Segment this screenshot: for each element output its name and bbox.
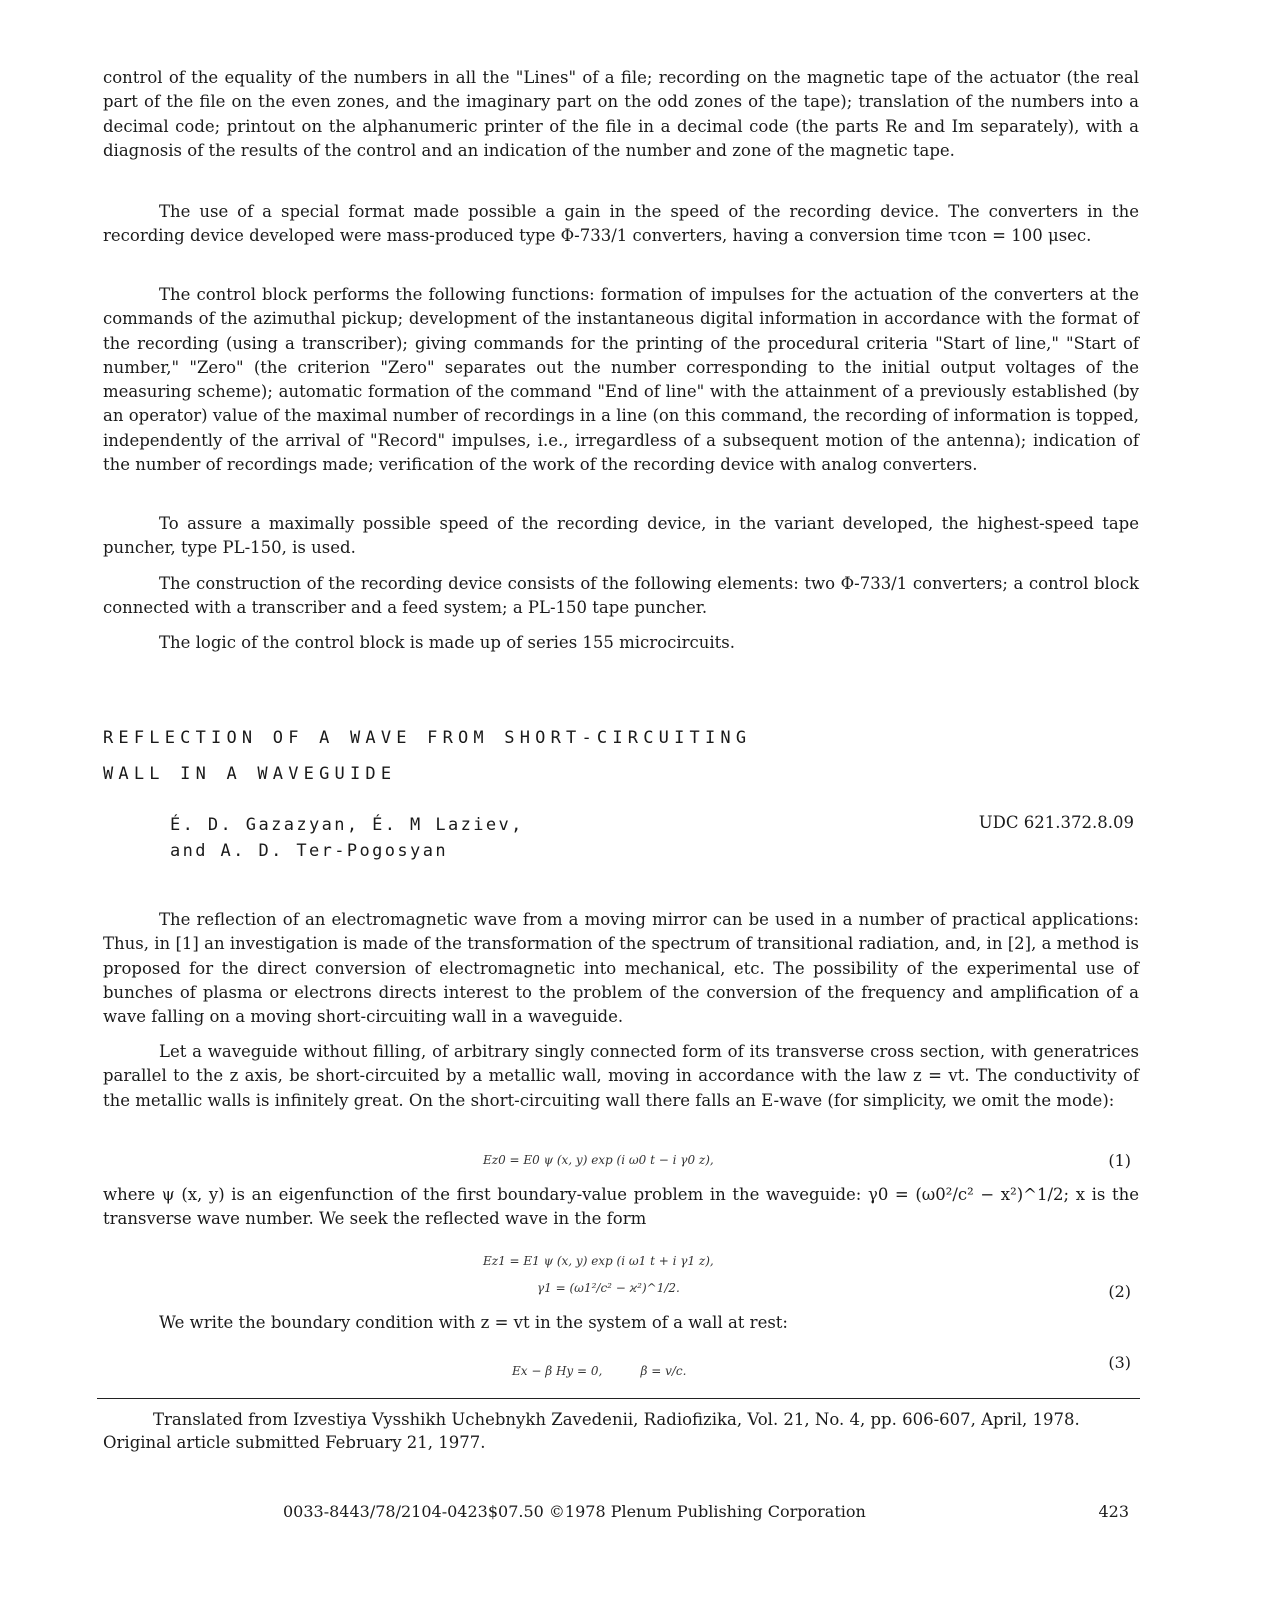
- equation-2-number: (2): [1108, 1282, 1131, 1301]
- paragraph-tape-puncher: To assure a maximally possible speed of the recording device, in the variant developed, the highest-speed tape puncher, type PL-150, is used.: [103, 514, 1139, 558]
- equation-2-line-2: γ1 = (ω1²/c² − ϰ²)^1/2.: [537, 1281, 680, 1295]
- paragraph-boundary-condition: We write the boundary condition with z = vt in the system of a wall at rest:: [159, 1313, 788, 1332]
- paragraph-eigenfunction: where ψ (x, y) is an eigenfunction of the first boundary-value problem in the waveguide: γ0 = (ω0²/c² − x²)^1/2; x is the transverse wave number. We seek the reflected wave in the form: [103, 1185, 1139, 1229]
- equation-1: Ez0 = E0 ψ (x, y) exp (i ω0 t − i γ0 z),: [483, 1153, 714, 1167]
- paragraph-waveguide-setup: Let a waveguide without filling, of arbitrary singly connected form of its transverse cross section, with generatrices parallel to the z axis, be short-circuited by a metallic wall, moving in accordance with the law z = vt. The conductivity of the metallic walls is infinitely great. On the short-circuiting wall there falls an E-wave (for simplicity, we omit the mode):: [103, 1042, 1139, 1110]
- authors-line-2: and A. D. Ter-Pogosyan: [170, 841, 448, 861]
- paragraph-intro: The reflection of an electromagnetic wave from a moving mirror can be used in a number of practical applications: Thus, in [1] an investigation is made of the transformation of the spectrum of transitional radiation, and, in [2], a method is proposed for the direct conversion of electromagnetic into mechanical, etc. The possibility of the experimental use of bunches of plasma or electrons directs interest to the problem of the conversion of the frequency and amplification of a wave falling on a moving short-circuiting wall in a waveguide.: [103, 910, 1139, 1027]
- paragraph-logic: The logic of the control block is made up of series 155 microcircuits.: [159, 633, 736, 652]
- paragraph-construction: The construction of the recording device consists of the following elements: two Φ-733/1 converters; a control block connected with a transcriber and a feed system; a PL-150 tape puncher.: [103, 574, 1139, 618]
- udc-code: UDC 621.372.8.09: [978, 813, 1134, 832]
- equation-1-number: (1): [1108, 1151, 1131, 1170]
- article-title-line-1: REFLECTION OF A WAVE FROM SHORT-CIRCUITING: [103, 728, 752, 748]
- authors-line-1: É. D. Gazazyan, É. M Laziev,: [170, 815, 524, 835]
- paragraph-special-format: The use of a special format made possible a gain in the speed of the recording device. The converters in the recording device developed were mass-produced type Φ-733/1 converters, having a conversion time τcon = 100 μsec.: [103, 202, 1139, 246]
- equation-2-line-1: Ez1 = E1 ψ (x, y) exp (i ω1 t + i γ1 z),: [483, 1254, 714, 1268]
- copyright-line: 0033-8443/78/2104-0423$07.50 ©1978 Plenum Publishing Corporation: [283, 1502, 866, 1521]
- page-number: 423: [1098, 1502, 1129, 1521]
- equation-3-number: (3): [1108, 1353, 1131, 1372]
- translation-footnote: Translated from Izvestiya Vysshikh Uchebnykh Zavedenii, Radiofizika, Vol. 21, No. 4, pp. 606-607, April, 1978. Original article submitted February 21, 1977.: [103, 1410, 1080, 1452]
- paragraph-control-list: control of the equality of the numbers in all the "Lines" of a file; recording on the magnetic tape of the actuator (the real part of the file on the even zones, and the imaginary part on the odd zones of the tape); translation of the numbers into a decimal code; printout on the alphanumeric printer of the file in a decimal code (the parts Re and Im separately), with a diagnosis of the results of the control and an indication of the number and zone of the magnetic tape.: [103, 68, 1139, 160]
- article-authors: [170, 812, 524, 864]
- paragraph-control-block-functions: The control block performs the following functions: formation of impulses for the actuation of the converters at the commands of the azimuthal pickup; development of the instantaneous digital information in accordance with the format of the recording (using a transcriber); giving commands for the printing of the procedural criteria "Start of line," "Start of number," "Zero" (the criterion "Zero" separates out the number corresponding to the initial output voltages of the measuring scheme); automatic formation of the command "End of line" with the attainment of a previously established (by an operator) value of the maximal number of recordings in a line (on this command, the recording of information is topped, independently of the arrival of "Record" impulses, i.e., irregardless of a subsequent motion of the antenna); indication of the number of recordings made; verification of the work of the recording device with analog converters.: [103, 285, 1139, 475]
- equation-3: Ex − β Hy = 0, β = v/c.: [512, 1364, 687, 1378]
- article-title-line-2: WALL IN A WAVEGUIDE: [103, 764, 397, 784]
- footnote-divider: [97, 1398, 1140, 1399]
